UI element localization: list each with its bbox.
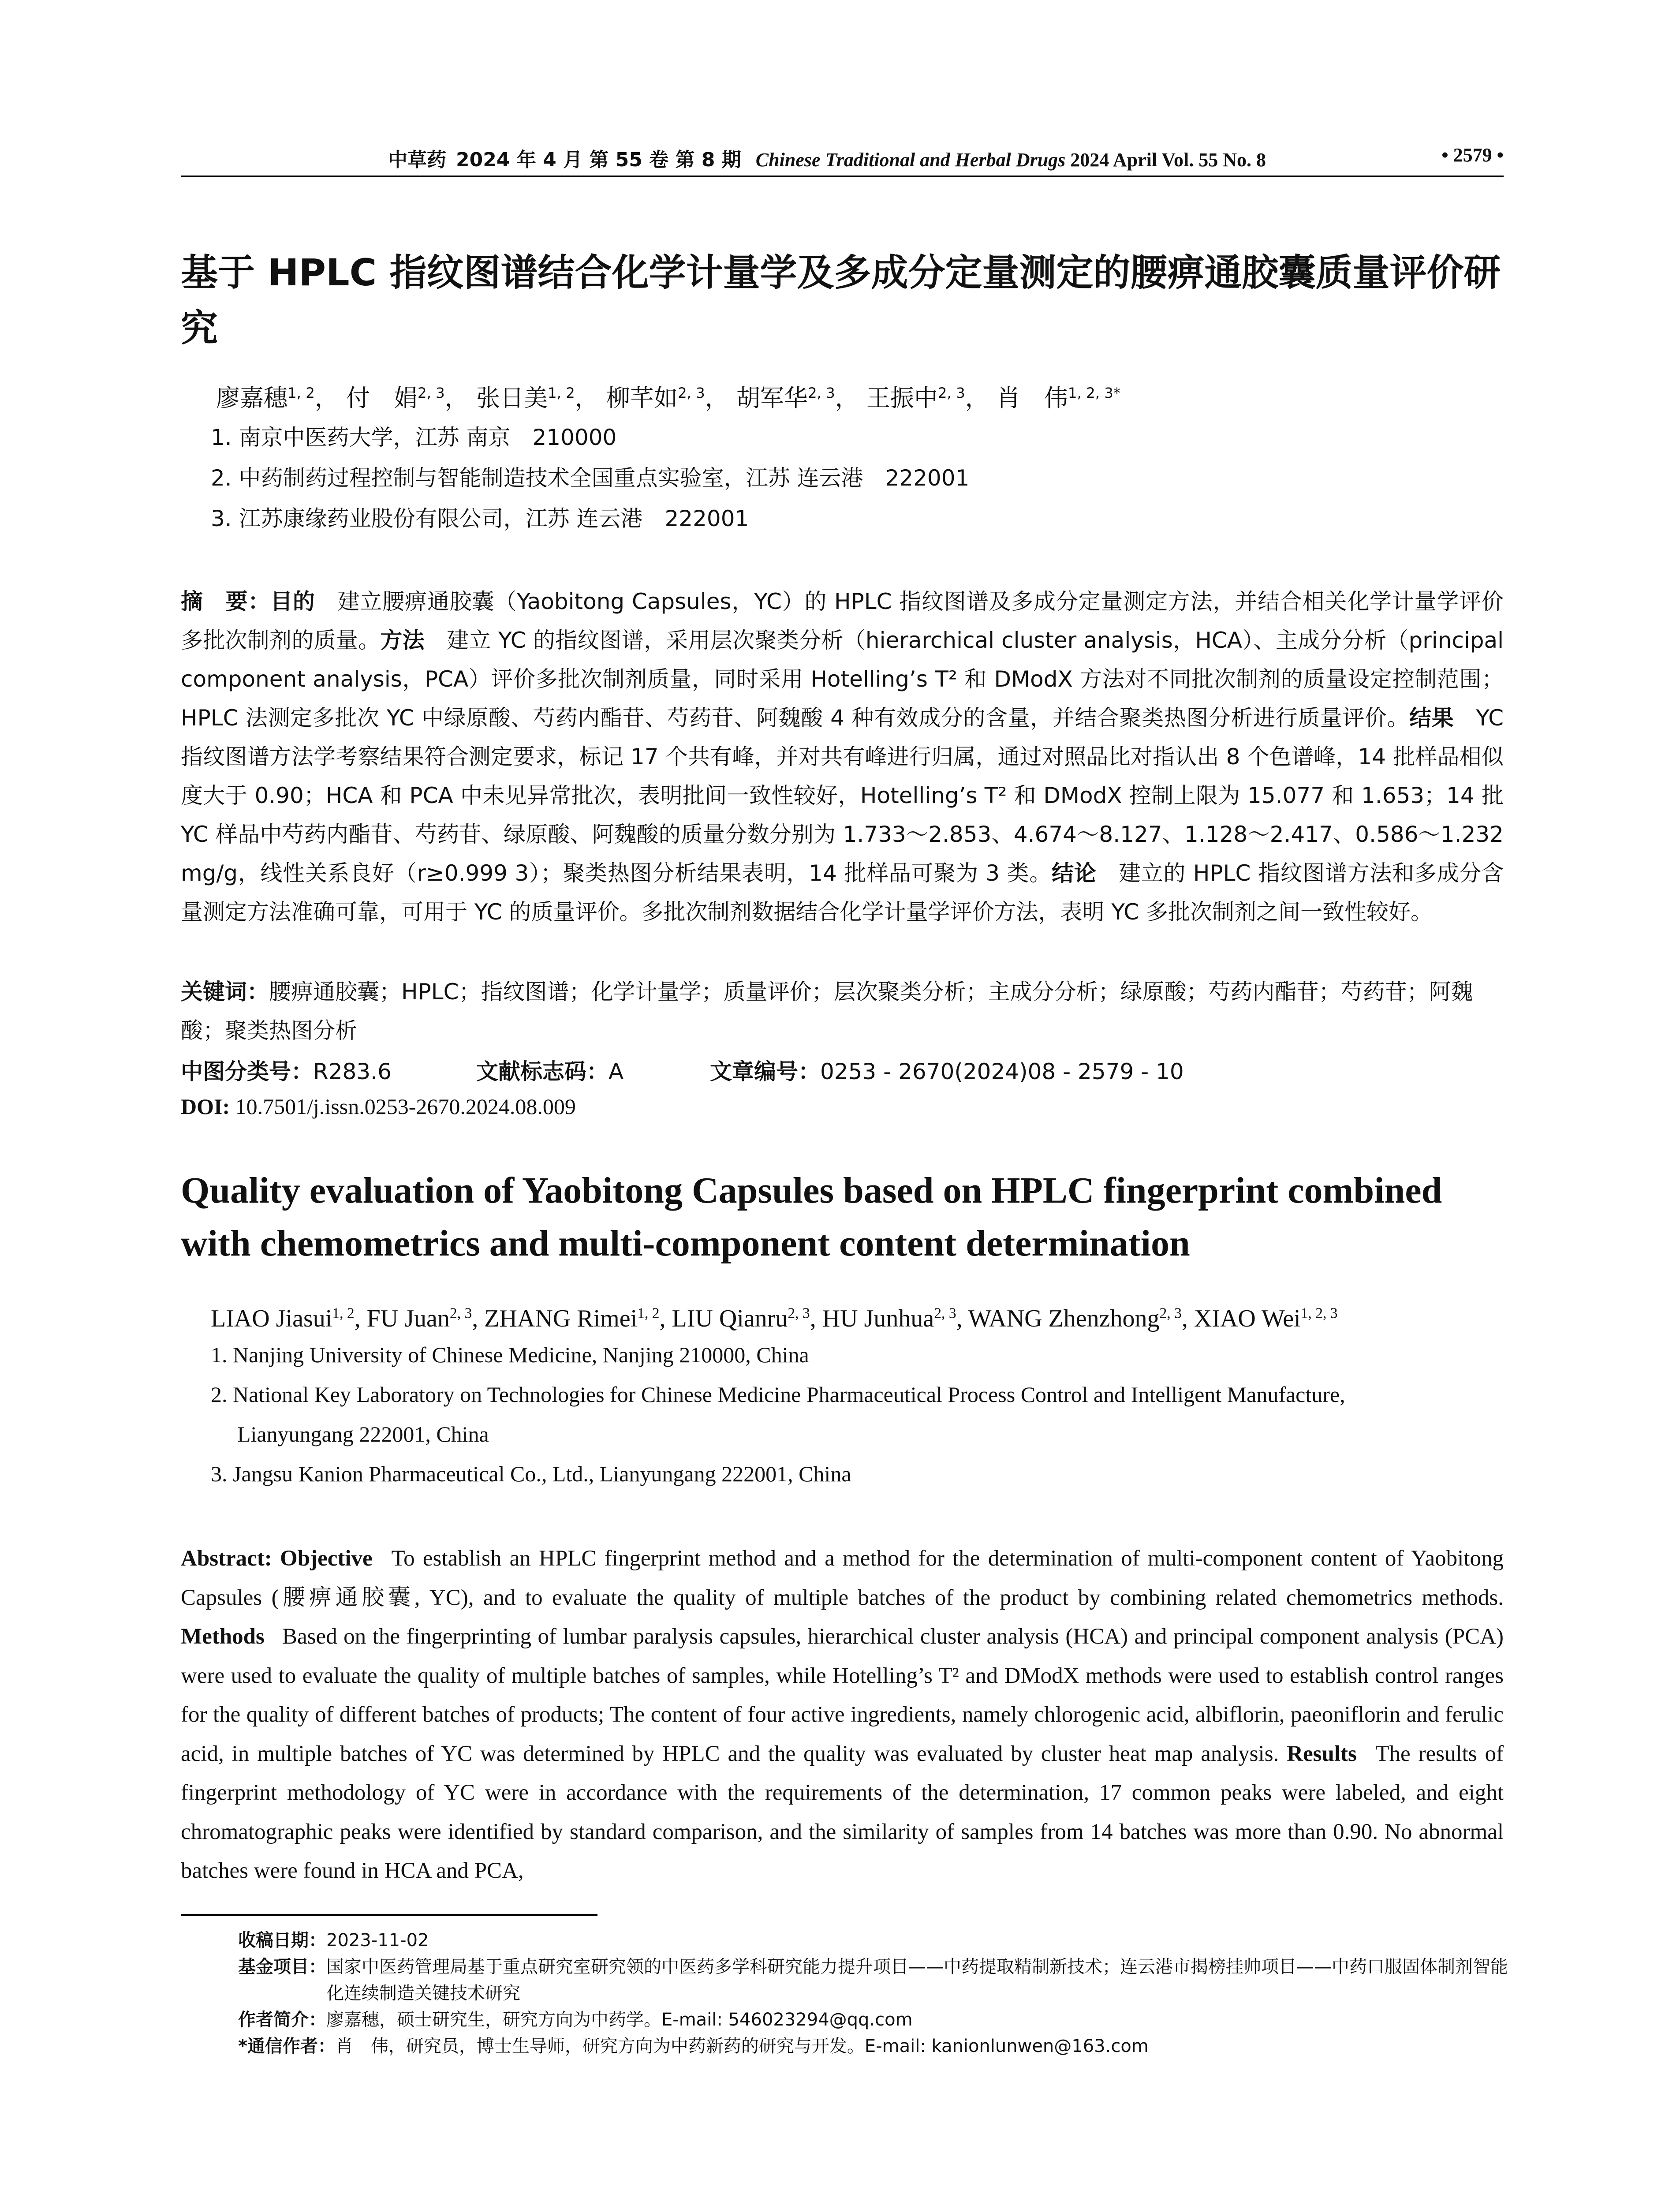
results-text-cn: YC 指纹图谱方法学考察结果符合测定要求，标记 17 个共有峰，并对共有峰进行归属，通过对照品比对指认出 8 个色谱峰，14 批样品相似度大于 0.90；HCA 和 PCA 中未见异常批次，表明批间一致性较好，Hotelling’s T² 和 DModX 控制上限为 15.077 和 1.653；14 批 YC 样品中芍药内酯苷、芍药苷、绿原酸、阿魏酸的质量分数分别为 1.733～2.853、4.674～8.127、1.128～2.417、0.586～1.232 mg/g，线性关系良好（r≥0.999 3）；聚类热图分析结果表明，14 批样品可聚为 3 类。 (181, 705, 1504, 886)
affiliation-en: 3. Jangsu Kanion Pharmaceutical Co., Ltd., Lianyungang 222001, China (211, 1461, 851, 1486)
conclusion-label-cn: 结论 (1052, 860, 1097, 886)
methods-label-cn: 方法 (380, 628, 425, 653)
results-label-en: Results (1287, 1741, 1357, 1766)
page-number: • 2579 • (1441, 144, 1504, 166)
methods-label-en: Methods (181, 1624, 265, 1649)
keywords-label: 关键词： (181, 979, 269, 1005)
footnote-funding: 基金项目： 国家中医药管理局基于重点研究室研究领的中医药多学科研究能力提升项目——中药提取精制新技术；连云港市揭榜挂帅项目——中药口服固体制剂智能化连续制造关键技术研究 (238, 1957, 1508, 2003)
running-header (181, 140, 1504, 171)
doi-label: DOI: (181, 1094, 230, 1119)
author-en: LIAO Jiasui$^{1, 2}$ (211, 1305, 355, 1332)
article-number: 文章编号：0253 - 2670(2024)08 - 2579 - 10 (710, 1059, 1184, 1084)
author-list-cn: 廖嘉穗$^{1, 2}$， 付 娟$^{2, 3}$， 张日美$^{1, 2}$， 柳芊如$^{2, 3}$， 胡军华$^{2, 3}$， 王振中$^{2, 3}$， 肖 伟$^{1, 2, 3*}$ (216, 384, 1121, 412)
abstract-en (181, 1539, 1504, 1891)
affiliations-en (211, 1341, 1345, 1499)
objective-text-en: To establish an HPLC fingerprint method and a method for the determination of multi-component content of Yaobitong Capsules (腰痹通胶囊, YC), and to evaluate the quality of multiple batches of the product by combining related chemometrics methods. (181, 1546, 1504, 1610)
document-code: 文献标志码：A (476, 1059, 624, 1084)
conclusion-text-cn: 建立的 HPLC 指纹图谱方法和多成分含量测定方法准确可靠，可用于 YC 的质量评价。多批次制剂数据结合化学计量学评价方法，表明 YC 多批次制剂之间一致性较好。 (181, 860, 1504, 925)
methods-text-cn: 建立 YC 的指纹图谱，采用层次聚类分析（hierarchical cluster analysis，HCA）、主成分分析（principal component analysis，PCA）评价多批次制剂质量，同时采用 Hotelling’s T² 和 DModX 方法对不同批次制剂的质量设定控制范围；HPLC 法测定多批次 YC 中绿原酸、芍药内酯苷、芍药苷、阿魏酸 4 种有效成分的含量，并结合聚类热图分析进行质量评价。 (181, 628, 1504, 731)
affiliations-cn (211, 423, 969, 545)
journal-name-cn: 中草药 (388, 149, 446, 171)
doi-value: 10.7501/j.issn.0253-2670.2024.08.009 (235, 1094, 576, 1119)
abstract-cn (181, 582, 1504, 931)
header-rule (181, 176, 1504, 177)
abstract-label-en: Abstract: (181, 1546, 272, 1571)
author-en: HU Junhua$^{2, 3}$ (822, 1305, 956, 1332)
author-cn: 付 娟$^{2, 3}$ (346, 384, 445, 412)
running-header-text (388, 144, 1266, 172)
footnotes (238, 1927, 1508, 2059)
author-en: XIAO Wei$^{1, 2, 3}$ (1194, 1305, 1338, 1332)
paper-title-en: Quality evaluation of Yaobitong Capsules based on HPLC fingerprint combined with chemometrics and multi-component content determination (181, 1170, 1442, 1264)
paper-title-cn: 基于 HPLC 指纹图谱结合化学计量学及多成分定量测定的腰痹通胶囊质量评价研究 (181, 251, 1501, 350)
keywords-cn (181, 972, 1504, 1050)
affiliation-cn: 2. 中药制药过程控制与智能制造技术全国重点实验室，江苏 连云港 222001 (211, 465, 970, 491)
keywords-text: 腰痹通胶囊；HPLC；指纹图谱；化学计量学；质量评价；层次聚类分析；主成分分析；绿原酸；芍药内酯苷；芍药苷；阿魏酸；聚类热图分析 (181, 979, 1473, 1043)
doi (181, 1094, 576, 1119)
clc-number: 中图分类号：R283.6 (181, 1059, 392, 1084)
footnote-rule (181, 1914, 597, 1916)
issue-cn: 2024 年 4 月 第 55 卷 第 8 期 (456, 149, 741, 171)
author-en: ZHANG Rimei$^{1, 2}$ (484, 1305, 660, 1332)
classification-line (181, 1054, 1504, 1089)
affiliation-en-continued: Lianyungang 222001, China (237, 1422, 489, 1446)
results-label-cn: 结果 (1409, 705, 1454, 731)
author-list-en: LIAO Jiasui$^{1, 2}$, FU Juan$^{2, 3}$, ZHANG Rimei$^{1, 2}$, LIU Qianru$^{2, 3}$, HU Junhua$^{2, 3}$, WANG Zhenzhong$^{2, 3}$, XIAO Wei$^{1, 2, 3}$ (211, 1305, 1338, 1332)
journal-name-en: Chinese Traditional and Herbal Drugs (755, 149, 1066, 171)
affiliation-en: 2. National Key Laboratory on Technologies for Chinese Medicine Pharmaceutical Process Control and Intelligent Manufacture, (211, 1382, 1345, 1407)
results-text-en: The results of fingerprint methodology of YC were in accordance with the requirements of the determination, 17 common peaks were labeled, and eight chromatographic peaks were identified by standard comparison, and the similarity of samples from 14 batches was more than 0.90. No abnormal batches were found in HCA and PCA, (181, 1741, 1504, 1883)
issue-en: 2024 April Vol. 55 No. 8 (1070, 149, 1266, 171)
author-cn: 肖 伟$^{1, 2, 3*}$ (996, 384, 1121, 412)
affiliation-en: 1. Nanjing University of Chinese Medicine, Nanjing 210000, China (211, 1342, 809, 1367)
objective-text-cn: 建立腰痹通胶囊（Yaobitong Capsules，YC）的 HPLC 指纹图谱及多成分定量测定方法，并结合相关化学计量学评价多批次制剂的质量。 (181, 589, 1504, 653)
author-en: FU Juan$^{2, 3}$ (366, 1305, 472, 1332)
methods-text-en: Based on the fingerprinting of lumbar paralysis capsules, hierarchical cluster analysis (HCA) and principal component analysis (PCA) were used to evaluate the quality of multiple batches of samples, while Hotelling’s T² and DModX methods were used to establish control ranges for the quality of different batches of products; The content of four active ingredients, namely chlorogenic acid, albiflorin, paeoniflorin and ferulic acid, in multiple batches of YC was determined by HPLC and the quality was evaluated by cluster heat map analysis. (181, 1624, 1504, 1766)
footnote-received: 收稿日期： 2023-11-02 (238, 1930, 429, 1951)
author-cn: 胡军华$^{2, 3}$ (736, 384, 835, 412)
abstract-label-cn: 摘 要： (181, 589, 271, 614)
author-cn: 柳芊如$^{2, 3}$ (606, 384, 705, 412)
author-en: WANG Zhenzhong$^{2, 3}$ (968, 1305, 1182, 1332)
footnote-corresponding-author: *通信作者： 肖 伟，研究员，博士生导师，研究方向为中药新药的研究与开发。E-mail: kanionlunwen@163.com (238, 2036, 1149, 2056)
author-cn: 廖嘉穗$^{1, 2}$ (216, 384, 315, 412)
objective-label-en: Objective (280, 1546, 373, 1571)
author-cn: 王振中$^{2, 3}$ (866, 384, 965, 412)
footnote-author-bio: 作者简介： 廖嘉穗，硕士研究生，研究方向为中药学。E-mail: 546023294@qq.com (238, 2010, 913, 2030)
author-cn: 张日美$^{1, 2}$ (476, 384, 575, 412)
affiliation-cn: 1. 南京中医药大学，江苏 南京 210000 (211, 425, 617, 450)
author-en: LIU Qianru$^{2, 3}$ (672, 1305, 810, 1332)
objective-label-cn: 目的 (270, 589, 315, 614)
affiliation-cn: 3. 江苏康缘药业股份有限公司，江苏 连云港 222001 (211, 506, 749, 531)
